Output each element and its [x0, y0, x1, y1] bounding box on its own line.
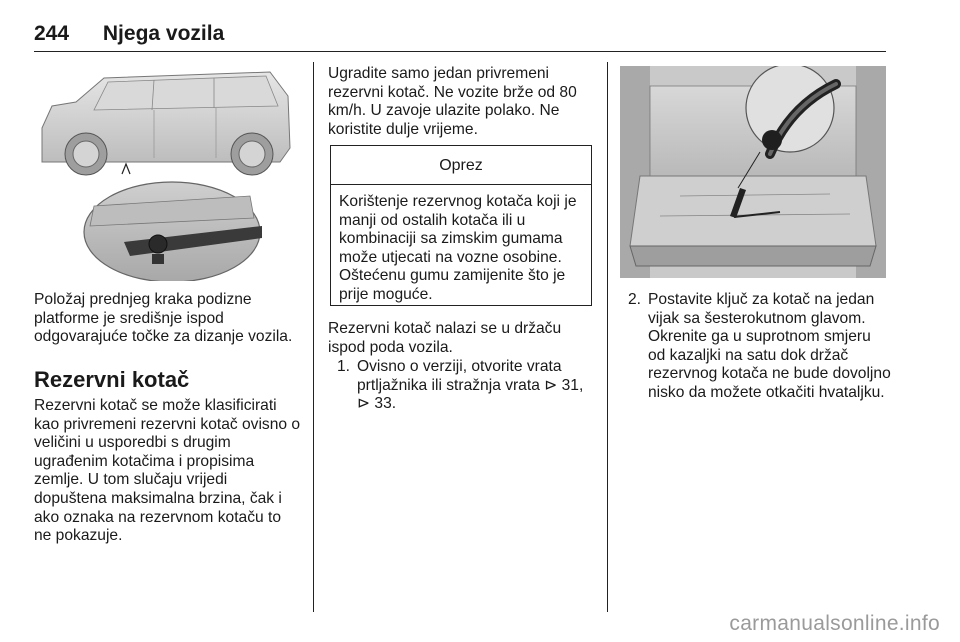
spare-wheel-location-text: Rezervni kotač nalazi se u držaču ispod poda vozila.	[328, 320, 562, 356]
step-1	[337, 358, 587, 414]
step-2	[628, 291, 892, 403]
watermark: carmanualsonline.info	[729, 612, 940, 635]
warning-title: Oprez	[331, 146, 591, 185]
header-rule	[34, 51, 886, 52]
section-body: Rezervni kotač se može klasificirati kao privremeni rezervni kotač ovisno o veličini u usporedbi s drugim ugrađenim kotačima i propisima zemlje. U tom slučaju vrijedi dopuštena maksimalna brzina, čak i ako oznaka na rezervnom kotaču to ne pokazuje.	[34, 397, 301, 545]
step-1-ref-1[interactable]: 31,	[561, 376, 584, 394]
page-ref-arrow-icon: ⊳	[357, 395, 371, 413]
page-number: 244	[34, 22, 70, 45]
warning-box	[330, 145, 592, 306]
car-jacking-figure	[34, 66, 294, 281]
step-2-text: Postavite ključ za kotač na jedan vijak sa šesterokutnom glavom. Okrenite ga u suprotnom smjeru od kazaljki na satu dok držač rezervnog kotača ne bude dovoljno nisko da možete otkačiti hvataljku.	[648, 291, 891, 401]
page-header	[34, 22, 224, 46]
step-2-number: 2.	[628, 291, 642, 308]
column-divider-1	[313, 62, 314, 612]
figure1-caption: Položaj prednjeg kraka podizne platforme je središnje ispod odgovarajuće točke za dizanje vozila.	[34, 291, 293, 346]
warning-body: Korištenje rezervnog kotača koji je manji od ostalih kotača ili u kombinaciji sa zimskim gumama može utjecati na vozne osobine. Oštećenu gumu zamijenite što je prije moguće.	[339, 193, 577, 303]
col2-intro: Ugradite samo jedan privremeni rezervni kotač. Ne vozite brže od 80 km/h. U zavoje ulazite polako. Ne koristite dulje vrijeme.	[328, 65, 577, 138]
step-1-text: Ovisno o verziji, otvorite vrata prtljažnika ili stražnja vrata	[357, 358, 562, 394]
page-title: Njega vozila	[102, 22, 225, 45]
step-1-number: 1.	[337, 358, 351, 375]
section-heading: Rezervni kotač	[34, 367, 190, 392]
page-ref-arrow-icon: ⊳	[544, 376, 558, 394]
column-divider-2	[607, 62, 608, 612]
step-1-ref-2[interactable]: 33.	[374, 395, 397, 413]
spare-wheel-wrench-figure	[620, 66, 886, 278]
